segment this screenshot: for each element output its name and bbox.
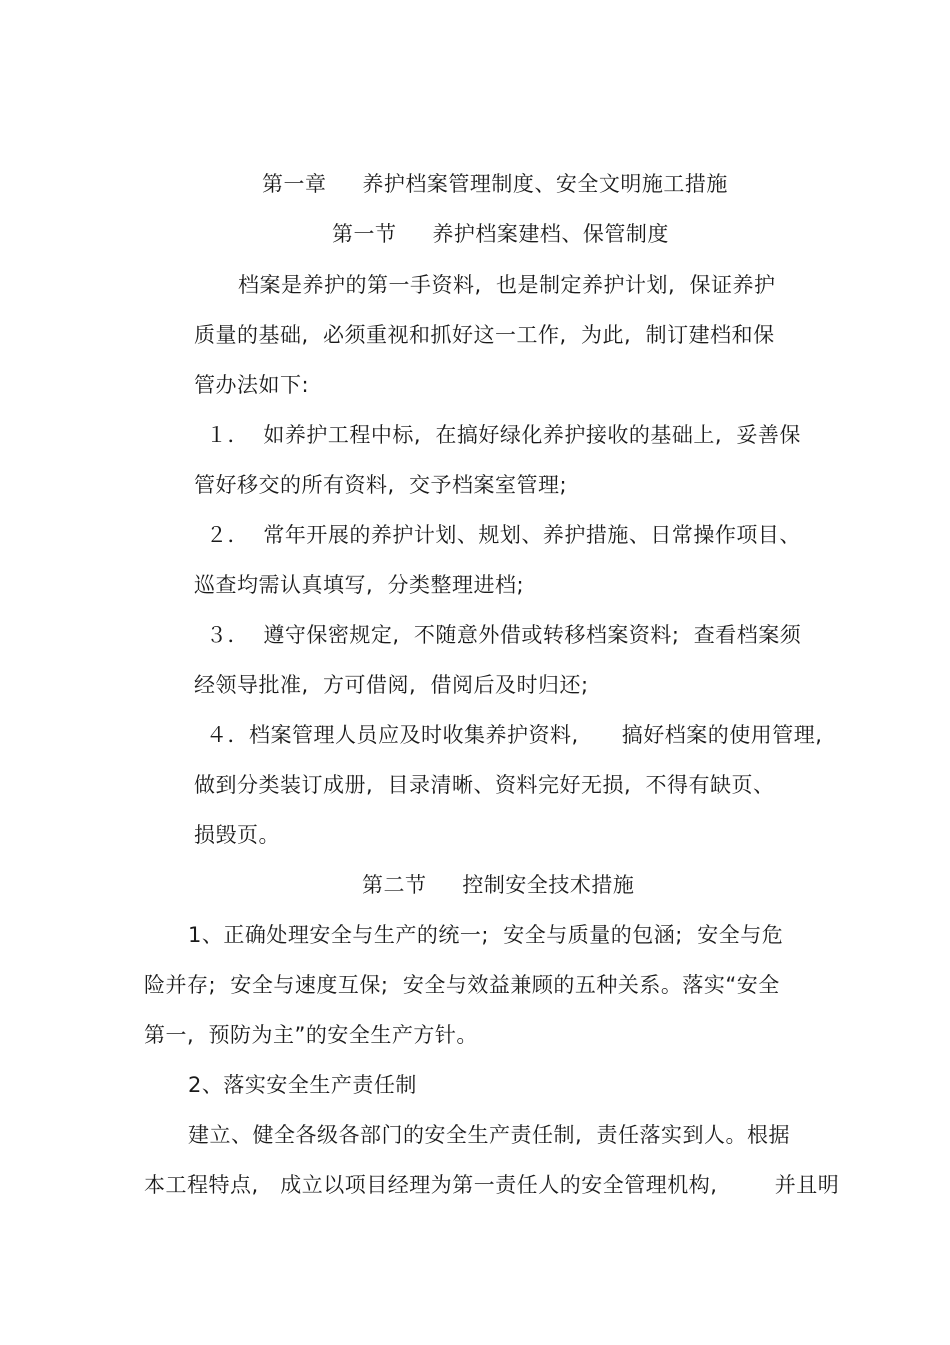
paragraph-line: 建立、健全各级各部门的安全生产责任制, 责任落实到人。根据	[188, 1123, 791, 1147]
paragraph-line: 质量的基础, 必须重视和抓好这一工作, 为此, 制订建档和保	[194, 323, 775, 347]
paragraph-line: 管办法如下:	[194, 373, 310, 397]
list-item-line: ４．档案管理人员应及时收集养护资料, 搞好档案的使用管理,	[206, 723, 823, 747]
paragraph-line: 本工程特点, 成立以项目经理为第一责任人的安全管理机构, 并且明	[144, 1173, 840, 1197]
list-item-line: ２． 常年开展的养护计划、规划、养护措施、日常操作项目、	[206, 523, 801, 547]
paragraph-line: 险并存; 安全与速度互保; 安全与效益兼顾的五种关系。落实“安全	[144, 973, 780, 997]
list-item-line: ３． 遵守保密规定, 不随意外借或转移档案资料; 查看档案须	[206, 623, 802, 647]
paragraph-line: 第一, 预防为主”的安全生产方针。	[144, 1023, 478, 1047]
list-item-line: 管好移交的所有资料, 交予档案室管理;	[194, 473, 568, 497]
list-item-line: １． 如养护工程中标, 在搞好绿化养护接收的基础上, 妥善保	[206, 423, 801, 447]
list-item-line: 损毁页。	[194, 823, 280, 847]
chapter-title: 第一章 养护档案管理制度、安全文明施工措施	[262, 172, 728, 196]
section-title: 第一节 养护档案建档、保管制度	[332, 222, 669, 246]
list-item-line: 做到分类装订成册, 目录清晰、资料完好无损, 不得有缺页、	[194, 773, 775, 797]
paragraph-line: 档案是养护的第一手资料, 也是制定养护计划, 保证养护	[238, 273, 776, 297]
section-title: 第二节 控制安全技术措施	[362, 873, 635, 897]
list-item-line: 巡查均需认真填写, 分类整理进档;	[194, 573, 525, 597]
list-item-line: 经领导批准, 方可借阅, 借阅后及时归还;	[194, 673, 589, 697]
paragraph-line: 1、正确处理安全与生产的统一; 安全与质量的包涵; 安全与危	[188, 923, 784, 947]
paragraph-heading: 2、落实安全生产责任制	[188, 1073, 417, 1097]
